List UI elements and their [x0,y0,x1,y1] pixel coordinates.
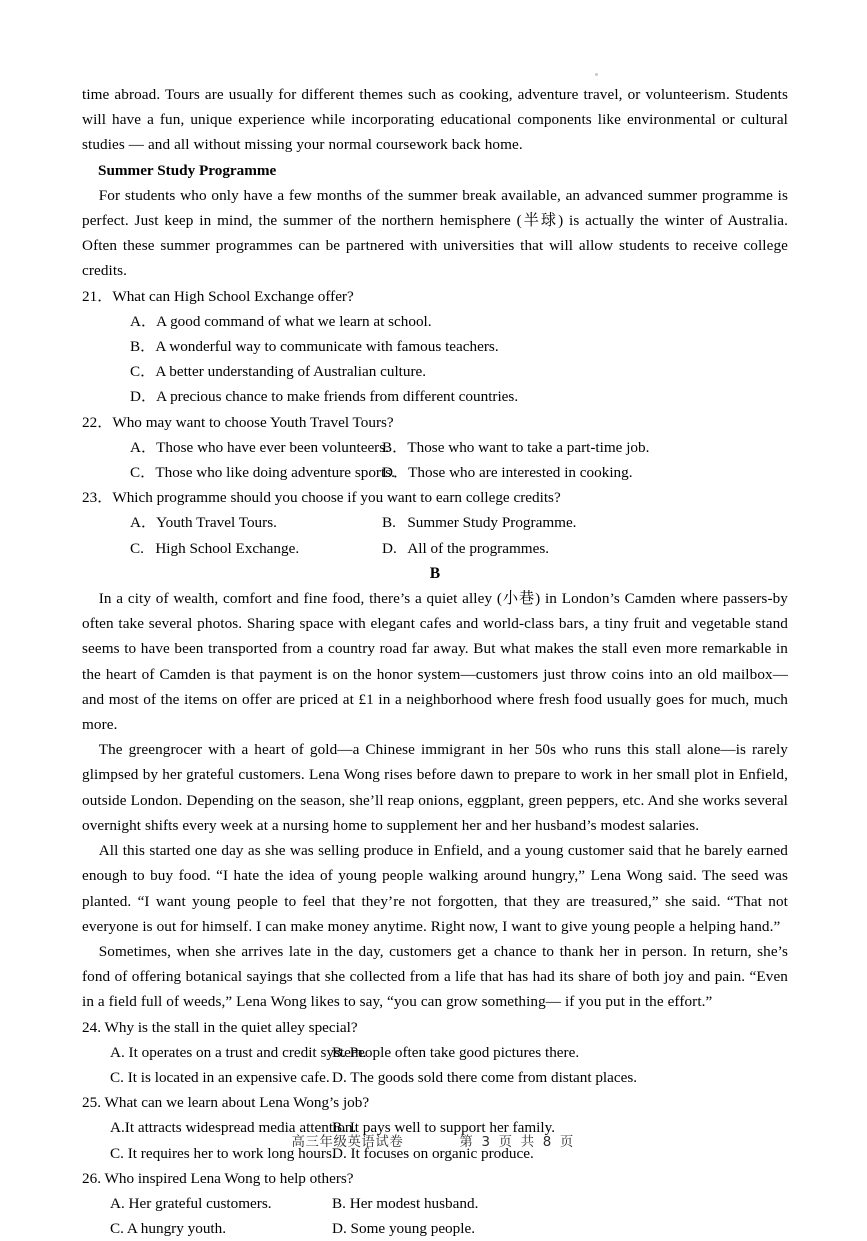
question-24-option-b[interactable]: B. People often take good pictures there. [332,1043,580,1061]
question-23-option-c[interactable]: C. High School Exchange. [130,539,300,557]
subheading-summer-study-programme: Summer Study Programme [98,161,277,179]
question-23-text: Which programme should you choose if you want to earn college credits? [112,489,561,507]
question-25-option-c[interactable]: C. It requires her to work long hours. [110,1144,336,1162]
question-24-option-a[interactable]: A. It operates on a trust and credit system. [110,1043,367,1061]
question-21-option-b[interactable]: B．A wonderful way to communicate with famous teachers. [130,338,499,356]
question-25-number: 25. [82,1094,101,1112]
question-24-text: Why is the stall in the quiet alley special? [104,1018,358,1036]
question-22-number: 22． [82,413,113,431]
scan-speck-artifact [595,73,598,76]
section-b-paragraph-2: The greengrocer with a heart of gold—a Chinese immigrant in her 50s who runs this stall alone—is rarely glimpsed by her grateful customers. Lena Wong rises before dawn to prepare to work in her small plot in Enfield, outside London. Depending on the season, she’ll reap onions, eggplant, green peppers, etc. And she works several overnight shifts every week at a nursing home to supplement her and her husband’s modest salaries. [82,741,788,834]
question-22-option-b[interactable]: B．Those who want to take a part-time job. [382,438,650,456]
question-22-options-row-1 [82,435,788,460]
question-23-option-d[interactable]: D. All of the programmes. [382,539,550,557]
question-24-option-d[interactable]: D. The goods sold there come from distant places. [332,1068,638,1086]
question-22-option-c[interactable]: C．Those who like doing adventure sports. [130,464,395,482]
question-21-option-c[interactable]: C．A better understanding of Australian culture. [130,363,427,381]
question-25-stem [82,1090,788,1115]
question-26-option-d[interactable]: D. Some young people. [332,1220,475,1238]
page-footer [0,1133,867,1153]
passage-a-continuation-paragraph: time abroad. Tours are usually for different themes such as cooking, adventure travel, or volunteerism. Students will have a fun, unique experience while incorporating educational components like environmental or cultural studies — and all without missing your normal coursework back home. [82,86,788,154]
question-21-options [82,309,788,410]
question-24 [82,1015,788,1091]
question-21-option-d[interactable]: D．A precious chance to make friends from different countries. [130,388,519,406]
section-b-letter: B [429,564,441,582]
question-26-stem [82,1166,788,1191]
question-24-options-row-1 [82,1040,788,1065]
question-25-text: What can we learn about Lena Wong’s job? [104,1094,370,1112]
section-b-paragraph-3: All this started one day as she was selling produce in Enfield, and a young customer said that he barely earned enough to buy food. “I hate the idea of young people walking around hungry,” Lena Wong said. The seed was planted. “I want young people to feel that they’re not forgotten, that they are treasured,” she said. “That not everyone is out for himself. I can make money anytime. Right now, I want to give young people a helping hand.” [82,842,788,935]
question-24-stem [82,1015,788,1040]
question-23-option-a[interactable]: A．Youth Travel Tours. [130,514,277,532]
question-26-number: 26. [82,1169,101,1187]
question-23-number: 23． [82,489,113,507]
question-26-option-a[interactable]: A. Her grateful customers. [110,1194,272,1212]
question-23-option-b[interactable]: B. Summer Study Programme. [382,514,577,532]
question-24-option-c[interactable]: C. It is located in an expensive cafe. [110,1068,330,1086]
question-22-options-row-2 [82,460,788,485]
section-b-paragraph-4: Sometimes, when she arrives late in the day, customers get a chance to thank her in person. In return, she’s fond of offering botanical sayings that she collected from a life that has had its share of both joy and pain. “Even in a field full of weeds,” Lena Wong likes to say, “you can grow something— if you put in the effort.” [82,942,788,1011]
question-26-options-row-2 [82,1216,788,1241]
question-26-text: Who inspired Lena Wong to help others? [104,1169,354,1187]
question-22 [82,410,788,486]
question-22-option-a[interactable]: A．Those who have ever been volunteers. [130,438,389,456]
question-23-stem [82,485,788,510]
page-content [82,82,788,1241]
question-23 [82,485,788,561]
question-22-text: Who may want to choose Youth Travel Tours? [112,413,394,431]
question-26 [82,1166,788,1241]
question-26-option-c[interactable]: C. A hungry youth. [110,1220,227,1238]
question-21-stem [82,284,788,309]
question-25-option-b[interactable]: B. It pays well to support her family. [332,1119,555,1137]
question-22-stem [82,410,788,435]
question-24-options-row-2 [82,1065,788,1090]
footer-paper-title: 高三年级英语试卷 [291,1135,404,1150]
question-23-options-row-2 [82,536,788,561]
question-21-text: What can High School Exchange offer? [112,287,354,305]
question-21-number: 21． [82,287,113,305]
question-25-option-a[interactable]: A.It attracts widespread media attention. [110,1119,357,1137]
footer-page-marker: 第 3 页 共 8 页 [459,1135,576,1150]
question-25 [82,1090,788,1166]
section-b-paragraph-1: In a city of wealth, comfort and fine food, there’s a quiet alley (小巷) in London’s Camden where passers-by often take several photos. Sharing space with elegant cafes and world-class bars, a tiny fruit and vegetable stand seems to have been transported from a country road far away. But what makes the stall even more remarkable in the heart of Camden is that payment is on the honor system—customers just throw coins into an old mailbox—and most of the items on offer are priced at £1 in a neighborhood where fresh food usually goes for much, much more. [82,590,788,734]
question-26-option-b[interactable]: B. Her modest husband. [332,1194,479,1212]
question-24-number: 24. [82,1018,101,1036]
question-22-option-d[interactable]: D．Those who are interested in cooking. [382,464,633,482]
passage-a-summer-study-paragraph: For students who only have a few months of the summer break available, an advanced summer programme is perfect. Just keep in mind, the summer of the northern hemisphere (半球) is actually the winter of Australia. Often these summer programmes can be partnered with universities that will allow students to receive college credits. [82,186,788,280]
question-21 [82,284,788,410]
question-25-option-d[interactable]: D. It focuses on organic produce. [332,1144,534,1162]
question-23-options-row-1 [82,510,788,535]
question-26-options-row-1 [82,1191,788,1216]
question-21-option-a[interactable]: A．A good command of what we learn at school. [130,312,432,330]
